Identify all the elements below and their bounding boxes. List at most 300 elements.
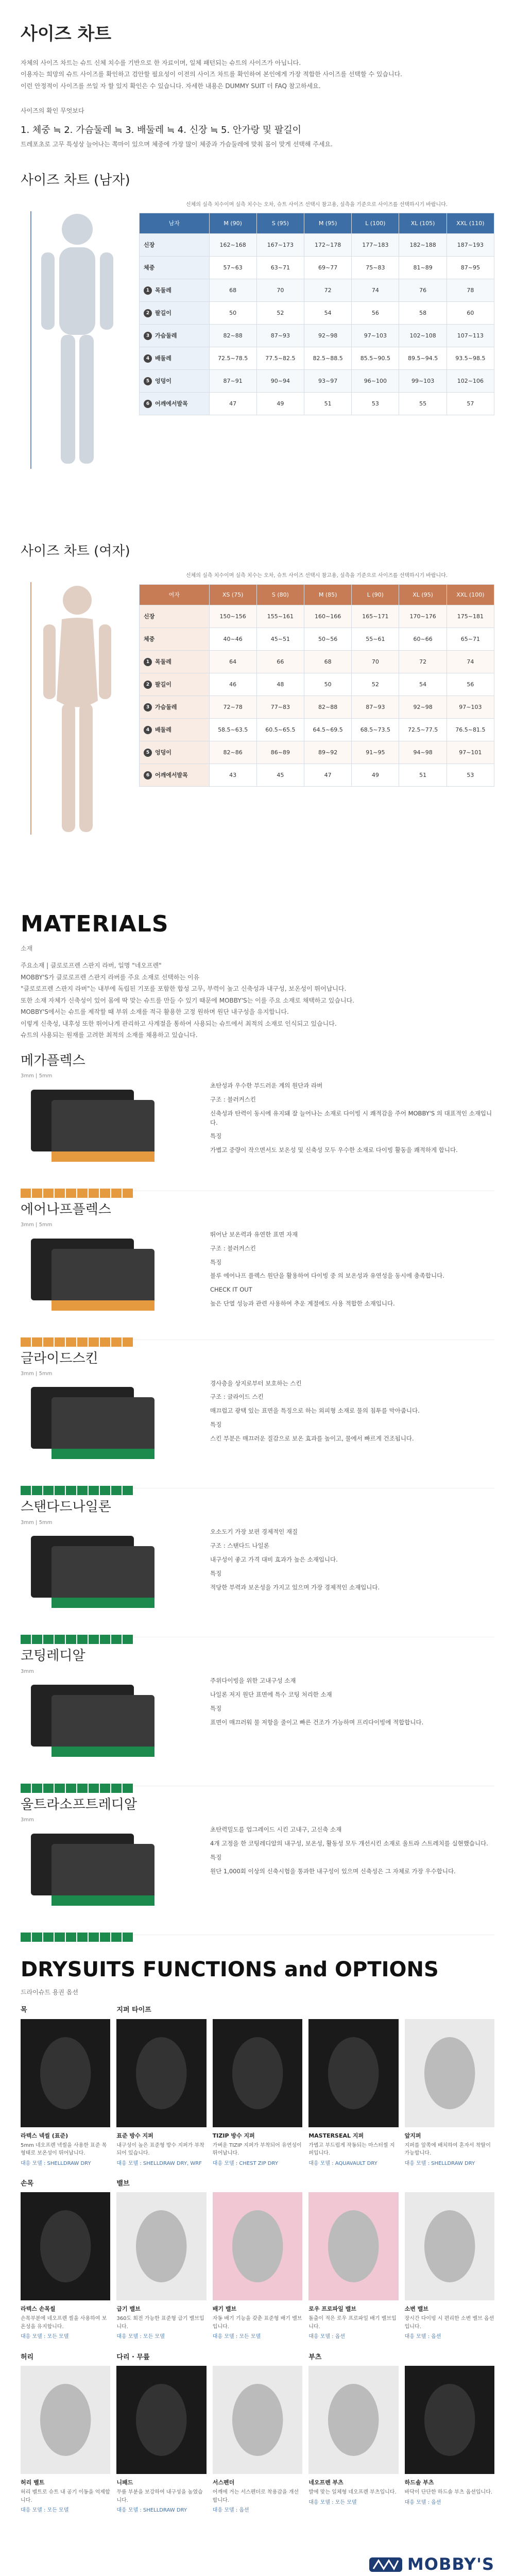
material-desc: 초탄성과 우수한 부드러운 계의 원단과 라버	[210, 1082, 323, 1090]
option-category	[308, 2005, 398, 2015]
meter-cell	[77, 1189, 88, 1198]
option-card	[308, 2005, 398, 2167]
table-cell: 99~103	[399, 370, 447, 393]
option-desc: 지퍼를 앞쪽에 배치하여 혼자서 착탈이 가능합니다.	[404, 2142, 491, 2157]
table-cell: 162~168	[209, 234, 256, 257]
table-row	[140, 673, 494, 696]
option-models: 대응 모델 : 옵션	[212, 2507, 249, 2514]
material-desc: 특징	[210, 1132, 222, 1140]
option-photo-icon	[308, 2192, 398, 2300]
option-photo	[405, 2019, 494, 2127]
measure-formula: 1. 체중 ≒ 2. 가슴둘레 ≒ 3. 배둘레 ≒ 4. 신장 ≒ 5. 안가랑 및 팔길이	[21, 125, 302, 136]
table-row	[140, 605, 494, 628]
option-desc: 돌출이 적은 로우 프로파일 배기 밸브입니다.	[308, 2316, 397, 2330]
meter-cell	[32, 1486, 42, 1495]
option-photo-icon	[116, 2366, 206, 2474]
material-desc: 구조 : 스탠다드 나일론	[210, 1542, 269, 1550]
table-cell: 89~92	[304, 741, 352, 764]
option-title: 서스펜더	[212, 2479, 235, 2486]
option-photo-icon	[21, 2019, 110, 2127]
material-desc: 구조 : 블러커스킨	[210, 1244, 256, 1252]
table-cell: 82~86	[209, 741, 256, 764]
meter-cell	[111, 1189, 122, 1198]
table-row	[140, 325, 494, 347]
material-desc: 경사층을 상지로부터 보호하는 스킨	[210, 1379, 302, 1387]
table-cell: 150~156	[209, 605, 256, 628]
option-models: 대응 모델 : SHELLDRAW DRY	[116, 2507, 187, 2514]
table-cell: 45	[256, 764, 304, 786]
meter-cell	[111, 1635, 122, 1644]
meter-cell	[77, 1486, 88, 1495]
table-cell: 47	[304, 764, 352, 786]
option-photo	[116, 2366, 206, 2474]
option-desc: 5mm 네오프렌 넥씰을 사용한 표준 목 형태로 보온성이 뛰어납니다.	[21, 2142, 107, 2157]
table-header-cell: XL (105)	[399, 213, 447, 234]
material-name: 에어나프플렉스	[21, 1201, 111, 1217]
table-cell: 177~183	[352, 234, 399, 257]
option-card	[21, 2005, 110, 2167]
row-label: 가슴둘레	[155, 332, 177, 340]
table-cell: 53	[447, 764, 494, 786]
option-desc: 발에 맞는 일체형 네오프렌 부츠입니다.	[308, 2489, 397, 2496]
meter-cell	[77, 1635, 88, 1644]
measure-note: 트레포초로 고무 특성상 늘어나는 쪽마이 있으며 체중에 가장 많이 체중과 가슴둘레에 맞춰 몸이 맞게 선택해 주세요.	[21, 140, 333, 148]
row-number-badge: 5	[144, 377, 152, 385]
option-photo	[213, 2019, 302, 2127]
option-title: 네오프렌 부츠	[308, 2479, 344, 2486]
material-swatch	[21, 1084, 175, 1182]
table-cell: 72	[304, 279, 352, 302]
materials-body: "클로로프렌 스판지 라버"는 내부에 독립된 기포를 포함한 합성 고무, 부력이 높고 신축성과 내구성, 보온성이 뛰어납니다.	[21, 985, 347, 993]
option-card	[213, 2005, 302, 2167]
option-desc: 허리 벨트로 슈트 내 공기 이동을 억제합니다.	[21, 2489, 110, 2503]
option-card	[308, 2179, 398, 2341]
brand-logo	[369, 2552, 494, 2576]
men-note: 신체의 실측 치수이며 실측 치수는 오차, 슈트 사이즈 선택시 참고용, 실측을 기준으로 사이즈를 선택하시기 바랍니다.	[185, 201, 448, 208]
option-desc: 360도 회전 가능한 표준형 급기 밸브입니다.	[116, 2316, 204, 2330]
material-desc: 특징	[210, 1704, 222, 1712]
table-cell: 74	[352, 279, 399, 302]
option-models: 대응 모델 : 옵션	[404, 2334, 441, 2340]
women-size-table	[139, 584, 494, 787]
row-number-badge: 2	[144, 309, 152, 317]
women-note: 신체의 실측 치수이며 실측 치수는 오차, 슈트 사이즈 선택시 참고용, 실측을 기준으로 사이즈를 선택하시기 바랍니다.	[185, 573, 448, 579]
option-models: 대응 모델 : SHELLDRAW DRY	[404, 2160, 475, 2166]
table-row	[140, 302, 494, 325]
meter-cell	[55, 1337, 65, 1347]
meter-cell	[89, 1486, 99, 1495]
row-number-badge: 6	[144, 400, 152, 408]
row-label: 엉덩이	[155, 749, 171, 756]
table-cell: 72~78	[209, 696, 256, 718]
option-category	[405, 2352, 494, 2363]
table-cell: 81~89	[399, 257, 447, 279]
material-desc: 나일론 저지 원단 표면에 특수 코팅 처리한 소재	[210, 1691, 332, 1699]
option-photo-icon	[213, 2192, 302, 2300]
option-photo	[308, 2366, 398, 2474]
material-sample-icon	[21, 1084, 175, 1167]
table-cell: 76.5~81.5	[447, 718, 494, 741]
meter-cell	[111, 1784, 122, 1793]
brand-logo-icon	[369, 2554, 402, 2575]
option-photo-icon	[116, 2019, 206, 2127]
material-item	[21, 1637, 494, 1786]
material-desc: 특징	[210, 1853, 222, 1861]
meter-cell	[77, 1933, 88, 1942]
option-models: 대응 모델 : 옵션	[308, 2334, 346, 2340]
meter-cell	[123, 1635, 133, 1644]
material-name: 메가플렉스	[21, 1053, 85, 1069]
meter-cell	[32, 1784, 42, 1793]
table-cell: 64	[209, 650, 256, 673]
meter-cell	[89, 1189, 99, 1198]
table-cell: 60	[447, 302, 494, 325]
meter-cell	[100, 1933, 110, 1942]
option-category	[213, 2352, 302, 2363]
men-size-table	[139, 213, 494, 415]
meter-cell	[43, 1635, 54, 1644]
meter-cell	[43, 1784, 54, 1793]
material-desc: 구조 : 글라이드 스킨	[210, 1393, 264, 1401]
table-cell: 167~173	[256, 234, 304, 257]
option-models: 대응 모델 : AQUAVAULT DRY	[308, 2160, 377, 2166]
meter-cell	[43, 1486, 54, 1495]
meter-cell	[21, 1635, 31, 1644]
table-cell: 82~88	[209, 325, 256, 347]
intro-para: 자체의 사이즈 차트는 슈트 신체 치수를 기반으로 한 자료이며, 일체 패턴되는 슈트의 사이즈가 아닙니다.	[21, 59, 301, 66]
meter-cell	[66, 1337, 76, 1347]
table-cell: 54	[399, 673, 447, 696]
table-cell: 94~98	[399, 741, 447, 764]
meter-cell	[123, 1784, 133, 1793]
option-photo	[405, 2366, 494, 2474]
table-header-cell: L (90)	[352, 584, 399, 605]
row-label: 가슴둘레	[155, 703, 177, 710]
option-models: 대응 모델 : 옵션	[404, 2499, 441, 2505]
table-cell: 52	[256, 302, 304, 325]
materials-lead: 주요소재 | 클로로프렌 스판지 라버, 일명 "네오프렌"	[21, 961, 162, 969]
meter-cell	[21, 1784, 31, 1793]
meter-cell	[32, 1635, 42, 1644]
table-cell: 60.5~65.5	[256, 718, 304, 741]
table-row	[140, 370, 494, 393]
option-desc: 손목부분에 네오프렌 씰을 사용하여 보온성을 유지합니다.	[21, 2316, 107, 2330]
table-cell: 87~91	[209, 370, 256, 393]
option-card	[405, 2352, 494, 2515]
meter-cell	[66, 1189, 76, 1198]
option-category: 밸브	[116, 2180, 130, 2188]
row-label: 체중	[144, 635, 155, 642]
materials-body: MOBBY'S에서는 슈트를 제작할 때 부위 소재를 적극 활용한 고정 원하며 원단 내구성을 유지합니다.	[21, 1008, 289, 1016]
table-cell: 69~77	[304, 257, 352, 279]
option-desc: 무릎 부분을 보강하여 내구성을 높였습니다.	[116, 2489, 203, 2503]
row-number-badge: 3	[144, 332, 152, 340]
row-number-badge: 1	[144, 658, 152, 666]
table-cell: 97~101	[447, 741, 494, 764]
option-category	[405, 2179, 494, 2189]
option-title: 앞지퍼	[404, 2132, 421, 2139]
option-card	[116, 2179, 206, 2341]
material-thickness: 3mm	[21, 1668, 34, 1674]
meter-cell	[100, 1635, 110, 1644]
option-category: 부츠	[308, 2353, 322, 2361]
table-row	[140, 696, 494, 718]
option-card	[21, 2352, 110, 2515]
material-thickness: 3mm | 5mm	[21, 1370, 53, 1377]
row-label-cell	[140, 628, 210, 650]
table-cell: 160~166	[304, 605, 352, 628]
option-title: 소변 밸브	[404, 2306, 428, 2313]
material-desc: 뛰어난 보온력과 유연한 표면 자재	[210, 1230, 298, 1238]
material-desc: 표면이 매끄러워 물 저항을 줄이고 빠른 건조가 가능하며 프리다이빙에 적합합니다.	[210, 1718, 424, 1726]
table-cell: 50	[209, 302, 256, 325]
row-label: 팔길이	[155, 681, 171, 688]
meter-cell	[43, 1933, 54, 1942]
meter-cell	[111, 1337, 122, 1347]
table-cell: 78	[447, 279, 494, 302]
meter-cell	[43, 1189, 54, 1198]
option-photo-icon	[405, 2192, 494, 2300]
table-cell: 55~61	[352, 628, 399, 650]
row-label: 목둘레	[155, 287, 171, 294]
table-cell: 102~108	[399, 325, 447, 347]
option-models: 대응 모델 : 모든 모델	[21, 2334, 69, 2340]
table-header-cell: XXL (110)	[447, 213, 494, 234]
table-cell: 49	[352, 764, 399, 786]
table-cell: 47	[209, 393, 256, 415]
women-chart	[21, 572, 494, 891]
measure-head: 사이즈의 확인 무엇보다	[21, 107, 84, 115]
table-header-cell: L (100)	[352, 213, 399, 234]
meter-cell	[43, 1337, 54, 1347]
material-desc: CHECK IT OUT	[210, 1286, 252, 1294]
female-body-icon	[21, 572, 134, 891]
meter-cell	[100, 1784, 110, 1793]
option-category	[405, 2005, 494, 2015]
table-cell: 96~100	[352, 370, 399, 393]
table-row	[140, 741, 494, 764]
table-cell: 45~51	[256, 628, 304, 650]
option-title: 로우 프로파일 밸브	[308, 2306, 356, 2313]
row-label-cell	[140, 605, 210, 628]
table-cell: 175~181	[447, 605, 494, 628]
row-label-cell	[140, 741, 210, 764]
meter-cell	[77, 1337, 88, 1347]
meter-cell	[111, 1933, 122, 1942]
material-desc: 높은 단열 성능과 관련 사용하여 추운 계절에도 사용 적합한 소재입니다.	[210, 1299, 395, 1307]
table-cell: 58.5~63.5	[209, 718, 256, 741]
table-cell: 90~94	[256, 370, 304, 393]
material-desc: 가볍고 중량이 작으면서도 보온성 및 신축성 모두 우수한 소재로 다이빙 활동을 쾌적하게 합니다.	[210, 1146, 458, 1154]
materials-list	[21, 1042, 494, 1935]
table-cell: 85.5~90.5	[352, 347, 399, 370]
table-cell: 93.5~98.5	[447, 347, 494, 370]
table-cell: 82.5~88.5	[304, 347, 352, 370]
table-cell: 40~46	[209, 628, 256, 650]
meter-cell	[100, 1189, 110, 1198]
material-name: 글라이드스킨	[21, 1350, 98, 1366]
row-label: 배둘레	[155, 726, 171, 733]
option-row	[21, 2179, 494, 2341]
option-category: 손목	[21, 2180, 34, 2188]
meter-cell	[32, 1933, 42, 1942]
option-photo	[308, 2192, 398, 2300]
option-title: 급기 밸브	[116, 2306, 141, 2313]
drysuit-sub: 드라이슈트 용권 옵션	[21, 1988, 78, 1996]
row-label-cell	[140, 393, 210, 415]
option-card	[405, 2179, 494, 2341]
option-card	[308, 2352, 398, 2515]
table-cell: 82~88	[304, 696, 352, 718]
material-sample-icon	[21, 1382, 175, 1464]
material-desc: 주위다이빙을 위한 고내구성 소재	[210, 1677, 296, 1685]
table-cell: 87~95	[447, 257, 494, 279]
table-cell: 48	[256, 673, 304, 696]
table-row	[140, 764, 494, 786]
material-name: 코팅레디알	[21, 1648, 85, 1664]
option-models: 대응 모델 : 모든 모델	[212, 2334, 261, 2340]
table-cell: 92~98	[399, 696, 447, 718]
meter-cell	[123, 1933, 133, 1942]
table-cell: 57~63	[209, 257, 256, 279]
option-card	[116, 2005, 206, 2167]
table-cell: 60~66	[399, 628, 447, 650]
material-sample-icon	[21, 1531, 175, 1613]
table-header-cell: M (85)	[304, 584, 352, 605]
option-photo	[213, 2366, 302, 2474]
material-desc: 오소도기 가장 보편 경제적인 재질	[210, 1528, 298, 1536]
male-body-icon	[21, 201, 134, 520]
table-cell: 107~113	[447, 325, 494, 347]
table-cell: 49	[256, 393, 304, 415]
table-cell: 55	[399, 393, 447, 415]
option-card	[116, 2352, 206, 2515]
table-cell: 56	[352, 302, 399, 325]
option-photo	[308, 2019, 398, 2127]
option-desc: 장시간 다이빙 시 편리한 소변 밸브 옵션입니다.	[404, 2316, 494, 2330]
material-swatch	[21, 1828, 175, 1926]
material-desc: 매끄럽고 광택 있는 표면을 특징으로 하는 외피형 소재로 물의 침투를 막아줍니다.	[210, 1407, 420, 1415]
meter-cell	[55, 1486, 65, 1495]
meter-cell	[66, 1933, 76, 1942]
materials-body: 또한 소재 자체가 신축성이 있어 몸에 딱 맞는 슈트를 만들 수 있기 때문에 MOBBY'S는 이를 주요 소재로 채택하고 있습니다.	[21, 996, 354, 1004]
table-cell: 43	[209, 764, 256, 786]
material-sample-icon	[21, 1828, 175, 1911]
meter-cell	[89, 1784, 99, 1793]
table-cell: 91~95	[352, 741, 399, 764]
material-thickness: 3mm | 5mm	[21, 1073, 53, 1079]
row-number-badge: 5	[144, 749, 152, 757]
table-cell: 70	[352, 650, 399, 673]
row-label-cell	[140, 650, 210, 673]
table-cell: 77~83	[256, 696, 304, 718]
table-cell: 64.5~69.5	[304, 718, 352, 741]
option-card	[21, 2179, 110, 2341]
table-cell: 170~176	[399, 605, 447, 628]
meter-cell	[55, 1635, 65, 1644]
table-cell: 56	[447, 673, 494, 696]
option-models: 대응 모델 : 모든 모델	[116, 2334, 165, 2340]
material-name: 울트라소프트레디알	[21, 1797, 138, 1813]
meter-cell	[21, 1486, 31, 1495]
table-cell: 87~93	[256, 325, 304, 347]
material-sample-icon	[21, 1680, 175, 1762]
intro-section	[0, 0, 515, 891]
option-card	[213, 2179, 302, 2341]
table-header-cell: 남자	[140, 213, 210, 234]
row-label: 배둘레	[155, 355, 171, 362]
row-label-cell	[140, 764, 210, 786]
table-cell: 68.5~73.5	[352, 718, 399, 741]
material-item	[21, 1340, 494, 1489]
row-label: 체중	[144, 264, 155, 272]
material-desc: 적당한 부력과 보온성을 가지고 있으며 가장 경제적인 소재입니다.	[210, 1583, 380, 1591]
meter-cell	[21, 1337, 31, 1347]
material-thickness: 3mm	[21, 1817, 34, 1823]
material-item	[21, 1786, 494, 1935]
table-header-cell: M (90)	[209, 213, 256, 234]
table-cell: 77.5~82.5	[256, 347, 304, 370]
row-label-cell	[140, 234, 210, 257]
material-desc: 구조 : 블러커스킨	[210, 1095, 256, 1103]
table-header-cell: XXL (100)	[447, 584, 494, 605]
meter-cell	[32, 1337, 42, 1347]
table-cell: 58	[399, 302, 447, 325]
option-title: 라텍스 넥씰 (표준)	[21, 2132, 68, 2139]
table-cell: 97~103	[447, 696, 494, 718]
table-cell: 93~97	[304, 370, 352, 393]
option-models: 대응 모델 : SHELLDRAW DRY	[21, 2160, 91, 2166]
option-title: 라텍스 손목씰	[21, 2306, 56, 2313]
materials-body: 슈트의 사용되는 원재를 고려한 최적의 소재를 채용하고 있습니다.	[21, 1031, 198, 1039]
option-title: 배기 밸브	[212, 2306, 237, 2313]
option-photo-icon	[116, 2192, 206, 2300]
row-label: 팔길이	[155, 310, 171, 317]
meter-cell	[21, 1933, 31, 1942]
intro-para: 이런 안정적이 사이즈를 쓰일 자 할 있지 확인은 수 있습니다. 자세한 내용은 DUMMY SUIT 더 FAQ 참고하세요.	[21, 82, 321, 90]
material-item	[21, 1488, 494, 1637]
meter-cell	[89, 1337, 99, 1347]
table-cell: 87~93	[352, 696, 399, 718]
meter-cell	[89, 1933, 99, 1942]
option-title: 표준 방수 지퍼	[116, 2132, 153, 2139]
material-desc: 4개 고정을 한 코팅레디알의 내구성, 보온성, 활동성 모두 개선시킨 소재로 울트라 스트레치를 실현했습니다.	[210, 1839, 488, 1847]
option-category: 허리	[21, 2353, 34, 2361]
row-label-cell	[140, 718, 210, 741]
table-cell: 72	[399, 650, 447, 673]
option-models: 대응 모델 : SHELLDRAW DRY, WRF	[116, 2160, 202, 2166]
table-cell: 165~171	[352, 605, 399, 628]
women-size-title: 사이즈 차트 (여자)	[21, 543, 130, 559]
option-card	[405, 2005, 494, 2167]
female-figure	[21, 572, 134, 891]
material-swatch	[21, 1233, 175, 1331]
meter-cell	[32, 1189, 42, 1198]
intro-para: 이용자는 희망의 슈트 사이즈를 확인하고 검안할 필요성이 이전의 사이즈 차트를 확인하여 본인에게 가장 적합한 사이즈를 선택할 수 있습니다.	[21, 71, 403, 78]
meter-cell	[55, 1189, 65, 1198]
material-desc: 특징	[210, 1258, 222, 1266]
option-desc: 가볍고 부드럽게 작동되는 마스터씰 지퍼입니다.	[308, 2142, 395, 2157]
meter-cell	[123, 1337, 133, 1347]
option-photo-icon	[21, 2192, 110, 2300]
row-label: 목둘레	[155, 658, 171, 665]
table-cell: 182~188	[399, 234, 447, 257]
option-category	[213, 2179, 302, 2189]
meter-cell	[89, 1635, 99, 1644]
material-desc: 스킨 부분은 매끄러운 질감으로 보온 효과를 높이고, 물에서 빠르게 건조됩니다.	[210, 1434, 414, 1442]
option-photo	[116, 2019, 206, 2127]
table-cell: 86~89	[256, 741, 304, 764]
